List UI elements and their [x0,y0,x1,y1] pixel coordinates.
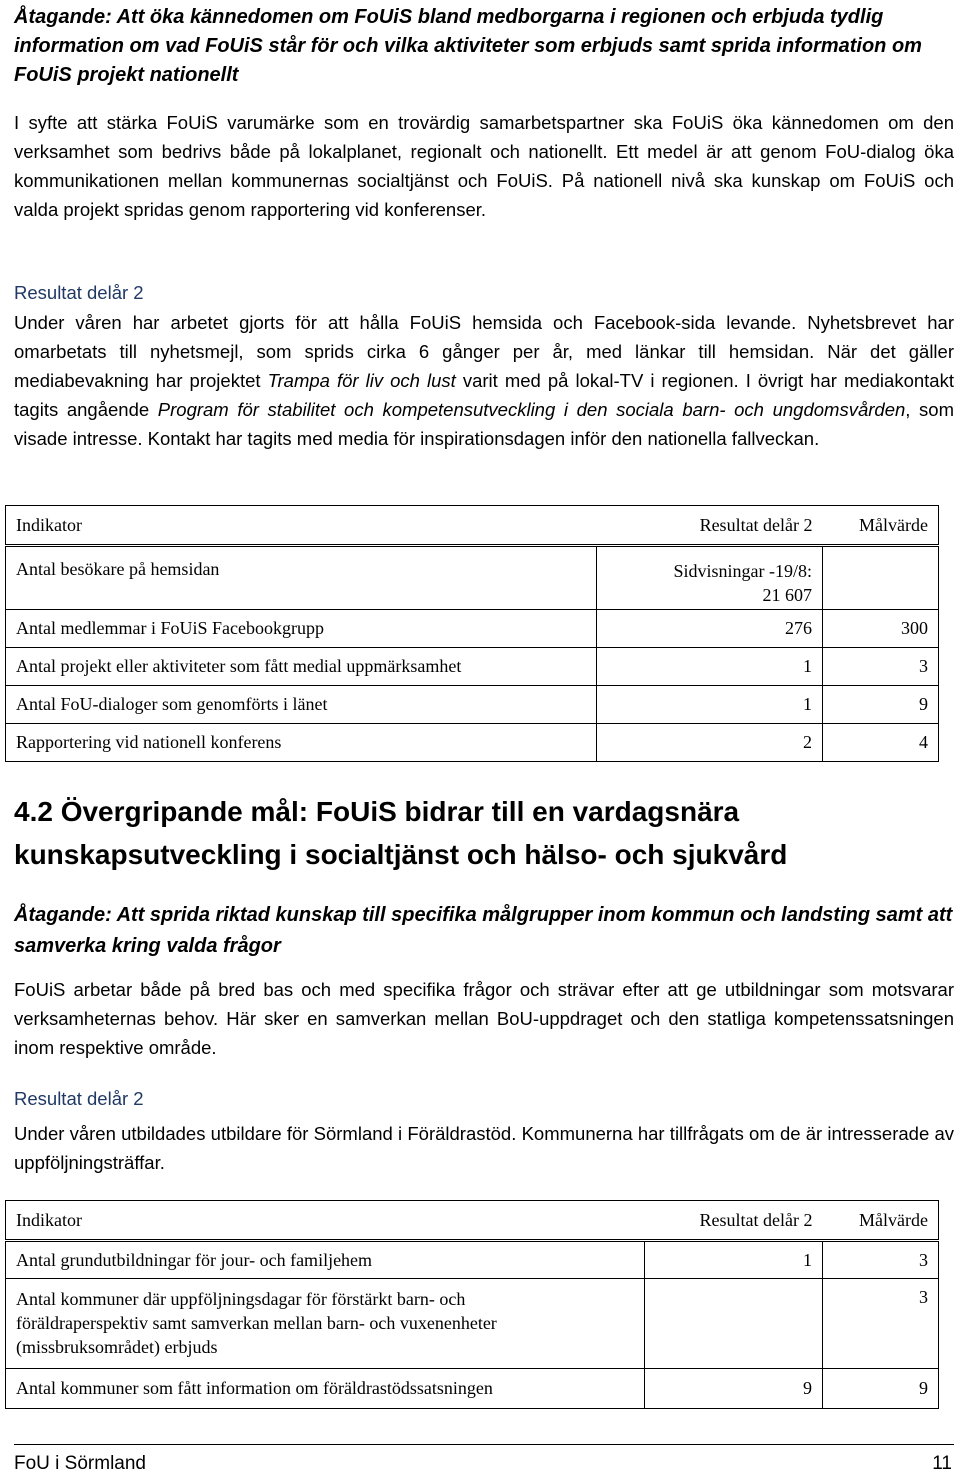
cell-result: 276 [597,610,823,648]
indicator-line: (missbruksområdet) erbjuds [16,1337,218,1357]
footer-org-name: FoU i Sörmland [14,1453,146,1474]
header-indicator: Indikator [6,506,597,546]
footer-divider [14,1444,954,1445]
project-name-trampa: Trampa för liv och lust [267,370,456,391]
cell-result [645,1279,823,1369]
intro-paragraph-1 [14,108,954,224]
commitment-text: Åtagande: Att öka kännedomen om FoUiS bland medborgarna i regionen och erbjuda tydlig information om vad FoUiS står för och vilka aktiviteter som erbjuds samt sprida information om FoUiS projekt nationellt [14,6,922,86]
goal-heading-4-2 [14,790,954,876]
result-text: Under våren utbildades utbildare för Sörmland i Föräldrastöd. Kommunerna har tillfrågats om de är intresserade av uppföljningsträffar. [14,1123,954,1173]
commitment-text: Åtagande: Att sprida riktad kunskap till specifika målgrupper inom kommun och landsting samt att samverka kring valda frågor [14,904,953,957]
cell-indicator: Rapportering vid nationell konferens [6,724,597,762]
cell-target: 9 [823,686,939,724]
cell-target: 3 [823,1241,939,1279]
indicator-table-1 [5,505,939,762]
result-line: Sidvisningar -19/8: [673,561,813,581]
header-target: Målvärde [823,506,939,546]
table-row [6,648,939,686]
result-paragraph-2 [14,1119,954,1177]
cell-indicator: Antal grundutbildningar för jour- och familjehem [6,1241,645,1279]
intro-text: I syfte att stärka FoUiS varumärke som en trovärdig samarbetspartner ska FoUiS öka kännedomen om den verksamhet som bedrivs både på lokalplanet, regionalt och nationellt. Ett medel är att genom FoU-dialog öka kommunikationen mellan kommunernas socialtjänst och FoUiS. På nationell nivå ska kunskap om FoUiS och valda projekt spridas genom rapportering vid konferenser. [14,112,954,220]
cell-target: 3 [823,1279,939,1369]
table-header-row [6,506,939,546]
result-line: 21 607 [762,585,813,605]
result-paragraph-1 [14,308,954,453]
commitment-heading-1 [14,3,954,90]
header-target: Målvärde [823,1201,939,1241]
header-indicator: Indikator [6,1201,645,1241]
result-label-2 [14,1084,954,1113]
cell-indicator: Antal projekt eller aktiviteter som fått medial uppmärksamhet [6,648,597,686]
indicator-line: föräldraperspektiv samt samverkan mellan barn- och vuxenenheter [16,1313,497,1333]
cell-indicator [6,1279,645,1369]
cell-indicator: Antal kommuner som fått information om föräldrastödssatsningen [6,1369,645,1409]
table-row [6,1279,939,1369]
result-text [14,308,954,453]
cell-result [597,546,823,610]
table-row [6,610,939,648]
cell-target: 3 [823,648,939,686]
table-header-row [6,1201,939,1241]
result-label-1 [14,278,954,307]
page-number: 11 [932,1453,952,1474]
cell-target: 300 [823,610,939,648]
indicator-table-2 [5,1200,939,1409]
cell-target [823,546,939,610]
indicator-line: Antal kommuner där uppföljningsdagar för förstärkt barn- och [16,1289,466,1309]
cell-result: 1 [597,686,823,724]
table-row [6,686,939,724]
cell-result: 1 [645,1241,823,1279]
result-text-part: , som visade intresse. Kontakt har tagits med media för inspirationsdagen inför den nationella fallveckan. [14,399,954,449]
cell-result: 2 [597,724,823,762]
table-row [6,1369,939,1409]
cell-target: 4 [823,724,939,762]
intro-paragraph-2 [14,975,954,1062]
table-row [6,1241,939,1279]
table-row [6,546,939,610]
intro-text: FoUiS arbetar både på bred bas och med specifika frågor och strävar efter att ge utbildningar som motsvarar verksamheternas behov. Här sker en samverkan mellan BoU-uppdraget och den statliga kompetenssatsningen inom respektive område. [14,979,954,1058]
cell-indicator: Antal FoU-dialoger som genomförts i länet [6,686,597,724]
header-result: Resultat delår 2 [645,1201,823,1241]
result-label: Resultat delår 2 [14,282,144,303]
result-label: Resultat delår 2 [14,1088,144,1109]
section-heading: 4.2 Övergripande mål: FoUiS bidrar till en vardagsnära kunskapsutveckling i socialtjänst och hälso- och sjukvård [14,796,788,870]
program-name: Program för stabilitet och kompetensutveckling i den sociala barn- och ungdomsvården [157,399,906,420]
header-result: Resultat delår 2 [597,506,823,546]
cell-result: 9 [645,1369,823,1409]
result-text-part: varit med på lokal-TV i regionen. I övrigt har mediakontakt tagits angående [14,370,954,420]
cell-target: 9 [823,1369,939,1409]
cell-result: 1 [597,648,823,686]
cell-indicator: Antal medlemmar i FoUiS Facebookgrupp [6,610,597,648]
cell-indicator: Antal besökare på hemsidan [6,546,597,610]
result-text-part: Under våren har arbetet gjorts för att hålla FoUiS hemsida och Facebook-sida levande. Nyhetsbrevet har omarbetats till nyhetsmejl, som sprids cirka 6 gånger per år, med länkar till hemsidan. När det gäller mediabevakning har projektet [14,312,954,391]
table-row [6,724,939,762]
commitment-heading-2 [14,900,954,962]
